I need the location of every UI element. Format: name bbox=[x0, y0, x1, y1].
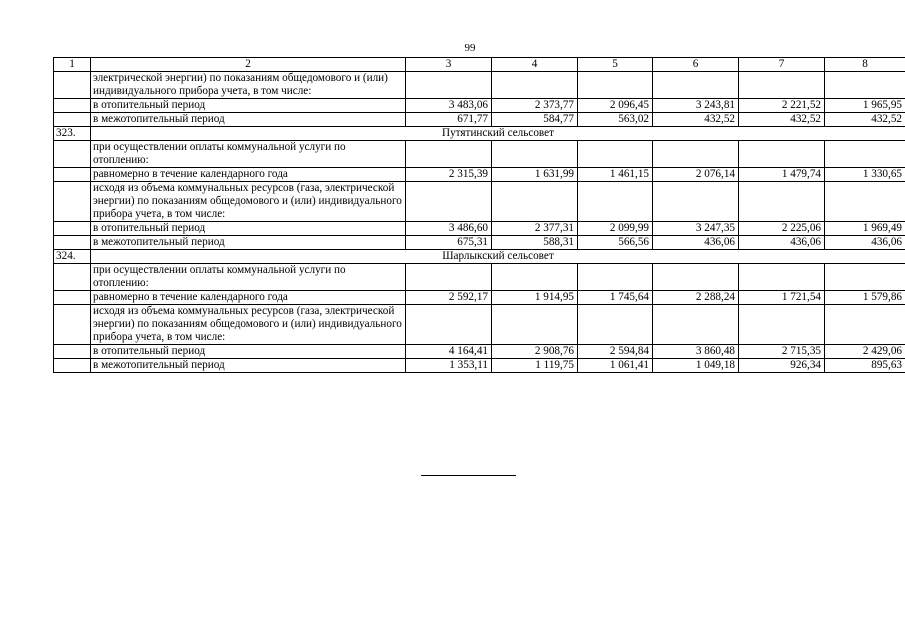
footer-rule bbox=[421, 475, 516, 476]
empty-cell bbox=[406, 305, 492, 345]
index-cell bbox=[54, 236, 91, 250]
empty-cell bbox=[492, 305, 578, 345]
description-cell: электрической энергии) по показаниям общедомового и (или) индивидуального прибора учета, в том числе: bbox=[91, 72, 406, 99]
value-cell-col4: 1 119,75 bbox=[492, 359, 578, 373]
value-cell-col6: 2 076,14 bbox=[653, 168, 739, 182]
index-cell bbox=[54, 264, 91, 291]
empty-cell bbox=[825, 264, 905, 291]
value-cell-col6: 3 243,81 bbox=[653, 99, 739, 113]
description-row bbox=[54, 141, 905, 168]
index-cell bbox=[54, 72, 91, 99]
value-cell-col6: 3 860,48 bbox=[653, 345, 739, 359]
value-row bbox=[54, 236, 905, 250]
value-row bbox=[54, 222, 905, 236]
value-cell-col5: 563,02 bbox=[578, 113, 653, 127]
value-cell-col4: 1 914,95 bbox=[492, 291, 578, 305]
value-cell-col5: 1 461,15 bbox=[578, 168, 653, 182]
value-cell-col3: 3 486,60 bbox=[406, 222, 492, 236]
index-cell bbox=[54, 305, 91, 345]
value-cell-col7: 2 715,35 bbox=[739, 345, 825, 359]
value-cell-col8: 1 965,95 bbox=[825, 99, 905, 113]
value-cell-col6: 432,52 bbox=[653, 113, 739, 127]
empty-cell bbox=[653, 305, 739, 345]
description-row bbox=[54, 305, 905, 345]
empty-cell bbox=[653, 72, 739, 99]
tariff-table bbox=[53, 57, 905, 373]
empty-cell bbox=[739, 72, 825, 99]
region-row bbox=[54, 250, 905, 264]
row-label: в отопительный период bbox=[91, 345, 406, 359]
value-cell-col8: 1 579,86 bbox=[825, 291, 905, 305]
index-cell bbox=[54, 291, 91, 305]
value-cell-col5: 1 061,41 bbox=[578, 359, 653, 373]
description-cell: при осуществлении оплаты коммунальной услуги по отоплению: bbox=[91, 141, 406, 168]
description-row bbox=[54, 72, 905, 99]
value-row bbox=[54, 168, 905, 182]
region-row bbox=[54, 127, 905, 141]
value-cell-col8: 1 969,49 bbox=[825, 222, 905, 236]
empty-cell bbox=[653, 264, 739, 291]
empty-cell bbox=[653, 141, 739, 168]
index-cell bbox=[54, 99, 91, 113]
value-cell-col7: 1 721,54 bbox=[739, 291, 825, 305]
empty-cell bbox=[739, 141, 825, 168]
value-cell-col4: 588,31 bbox=[492, 236, 578, 250]
value-cell-col5: 2 594,84 bbox=[578, 345, 653, 359]
row-label: в межотопительный период bbox=[91, 359, 406, 373]
empty-cell bbox=[825, 305, 905, 345]
region-index: 324. bbox=[54, 250, 91, 264]
value-cell-col3: 3 483,06 bbox=[406, 99, 492, 113]
region-name: Путятинский сельсовет bbox=[91, 127, 905, 141]
empty-cell bbox=[492, 72, 578, 99]
empty-cell bbox=[739, 264, 825, 291]
row-label: в отопительный период bbox=[91, 99, 406, 113]
empty-cell bbox=[825, 182, 905, 222]
column-header-3: 3 bbox=[406, 58, 492, 72]
value-cell-col3: 675,31 bbox=[406, 236, 492, 250]
description-cell: исходя из объема коммунальных ресурсов (газа, электрической энергии) по показаниям общедомового и (или) индивидуального прибора учета, в том числе: bbox=[91, 305, 406, 345]
value-cell-col8: 432,52 bbox=[825, 113, 905, 127]
column-header-5: 5 bbox=[578, 58, 653, 72]
value-cell-col7: 926,34 bbox=[739, 359, 825, 373]
region-name: Шарлыкский сельсовет bbox=[91, 250, 905, 264]
column-header-1: 1 bbox=[54, 58, 91, 72]
value-cell-col6: 1 049,18 bbox=[653, 359, 739, 373]
table-body bbox=[54, 58, 905, 373]
description-row bbox=[54, 264, 905, 291]
description-cell: при осуществлении оплаты коммунальной услуги по отоплению: bbox=[91, 264, 406, 291]
index-cell bbox=[54, 182, 91, 222]
value-row bbox=[54, 359, 905, 373]
value-row bbox=[54, 113, 905, 127]
value-cell-col4: 2 373,77 bbox=[492, 99, 578, 113]
description-cell: исходя из объема коммунальных ресурсов (газа, электрической энергии) по показаниям общедомового и (или) индивидуального прибора учета, в том числе: bbox=[91, 182, 406, 222]
description-row bbox=[54, 182, 905, 222]
value-cell-col3: 1 353,11 bbox=[406, 359, 492, 373]
index-cell bbox=[54, 359, 91, 373]
column-header-4: 4 bbox=[492, 58, 578, 72]
column-header-8: 8 bbox=[825, 58, 905, 72]
empty-cell bbox=[492, 264, 578, 291]
value-cell-col6: 436,06 bbox=[653, 236, 739, 250]
value-cell-col8: 895,63 bbox=[825, 359, 905, 373]
row-label: равномерно в течение календарного года bbox=[91, 291, 406, 305]
value-cell-col7: 436,06 bbox=[739, 236, 825, 250]
value-cell-col7: 2 221,52 bbox=[739, 99, 825, 113]
value-cell-col7: 2 225,06 bbox=[739, 222, 825, 236]
value-cell-col5: 2 096,45 bbox=[578, 99, 653, 113]
empty-cell bbox=[492, 182, 578, 222]
empty-cell bbox=[578, 72, 653, 99]
empty-cell bbox=[578, 182, 653, 222]
value-row bbox=[54, 345, 905, 359]
value-cell-col5: 566,56 bbox=[578, 236, 653, 250]
empty-cell bbox=[406, 141, 492, 168]
index-cell bbox=[54, 345, 91, 359]
column-header-7: 7 bbox=[739, 58, 825, 72]
value-cell-col4: 584,77 bbox=[492, 113, 578, 127]
index-cell bbox=[54, 168, 91, 182]
empty-cell bbox=[578, 305, 653, 345]
empty-cell bbox=[739, 305, 825, 345]
empty-cell bbox=[825, 141, 905, 168]
row-label: равномерно в течение календарного года bbox=[91, 168, 406, 182]
value-cell-col5: 2 099,99 bbox=[578, 222, 653, 236]
empty-cell bbox=[578, 264, 653, 291]
value-cell-col4: 1 631,99 bbox=[492, 168, 578, 182]
value-cell-col6: 3 247,35 bbox=[653, 222, 739, 236]
index-cell bbox=[54, 113, 91, 127]
empty-cell bbox=[406, 72, 492, 99]
value-cell-col7: 1 479,74 bbox=[739, 168, 825, 182]
empty-cell bbox=[825, 72, 905, 99]
value-row bbox=[54, 99, 905, 113]
value-cell-col3: 2 315,39 bbox=[406, 168, 492, 182]
row-label: в межотопительный период bbox=[91, 236, 406, 250]
value-cell-col5: 1 745,64 bbox=[578, 291, 653, 305]
value-cell-col3: 671,77 bbox=[406, 113, 492, 127]
value-cell-col6: 2 288,24 bbox=[653, 291, 739, 305]
empty-cell bbox=[406, 264, 492, 291]
empty-cell bbox=[739, 182, 825, 222]
row-label: в межотопительный период bbox=[91, 113, 406, 127]
empty-cell bbox=[406, 182, 492, 222]
region-index: 323. bbox=[54, 127, 91, 141]
value-cell-col7: 432,52 bbox=[739, 113, 825, 127]
empty-cell bbox=[492, 141, 578, 168]
header-row bbox=[54, 58, 905, 72]
column-header-2: 2 bbox=[91, 58, 406, 72]
value-cell-col3: 4 164,41 bbox=[406, 345, 492, 359]
row-label: в отопительный период bbox=[91, 222, 406, 236]
index-cell bbox=[54, 141, 91, 168]
value-cell-col3: 2 592,17 bbox=[406, 291, 492, 305]
index-cell bbox=[54, 222, 91, 236]
empty-cell bbox=[653, 182, 739, 222]
page-number: 99 bbox=[464, 42, 476, 54]
value-cell-col8: 2 429,06 bbox=[825, 345, 905, 359]
value-row bbox=[54, 291, 905, 305]
value-cell-col8: 436,06 bbox=[825, 236, 905, 250]
column-header-6: 6 bbox=[653, 58, 739, 72]
empty-cell bbox=[578, 141, 653, 168]
value-cell-col4: 2 377,31 bbox=[492, 222, 578, 236]
value-cell-col4: 2 908,76 bbox=[492, 345, 578, 359]
value-cell-col8: 1 330,65 bbox=[825, 168, 905, 182]
